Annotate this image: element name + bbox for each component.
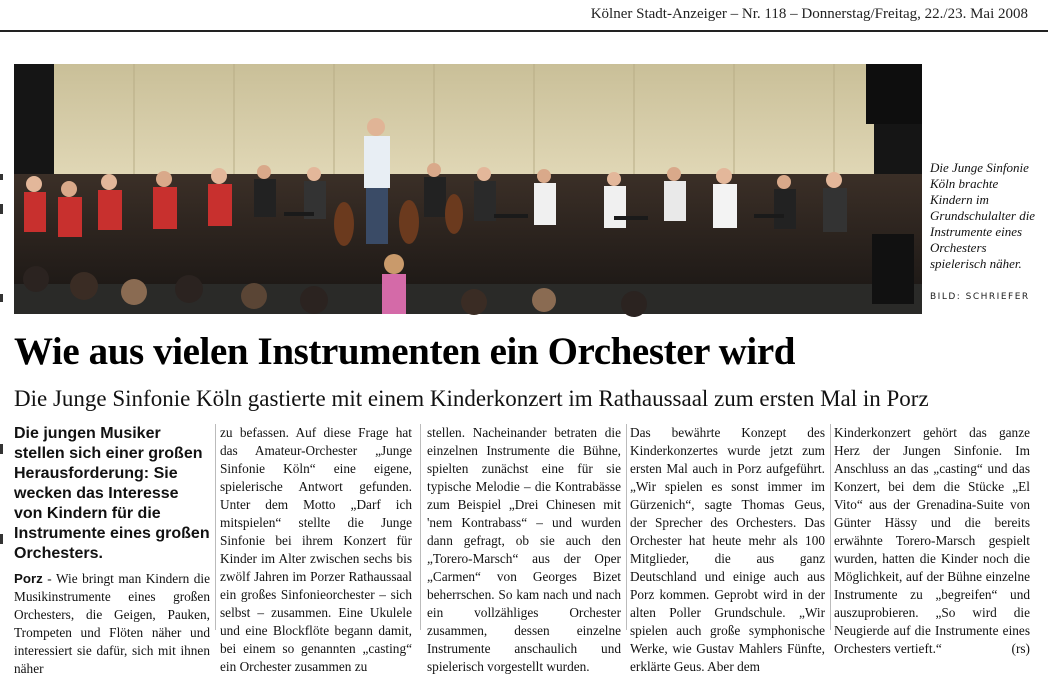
column-4-text: Das bewährte Konzept des Kinderkonzertes wurde jetzt zum ersten Mal auch in Porz aufgeführt. „Wir spielen es sonst immer im Gürzenich“, sagte Thomas Geus, der Sprecher des Orchesters. Das Orchester hat heute mehr als 100 Mitglieder, die aus ganz Deutschland und einige auch aus Porz kommen. Geprobt wird in der alten Poller Grundschule. „Wir spielen auch große symphonische Werke, wie Gustav Mahlers Fünfte, erklärte Geus. Aber dem: [630, 425, 825, 674]
column-3-text: stellen. Nacheinander betraten die einzelnen Instrumente die Bühne, spielten zunächst eine für sie typische Melodie – die Kontrabässe zum Beispiel „Drei Chinesen mit 'nem Kontrabass“ – und wurden dann gefragt, ob sie auch den „Torero-Marsch“ aus der Oper „Carmen“ von Georges Bizet beherrschen. So kam nach und nach ein vollzähliges Orchester zusammen, dessen einzelne Instrumente anschaulich und spielerisch vorgestellt wurden.: [427, 425, 621, 674]
author-signature: (rs): [1011, 641, 1030, 656]
masthead-line: Kölner Stadt-Anzeiger – Nr. 118 – Donnerstag/Freitag, 22./23. Mai 2008: [590, 6, 1028, 22]
subheadline: Die Junge Sinfonie Köln gastierte mit einem Kinderkonzert im Rathaussaal zum ersten Mal in Porz: [14, 386, 929, 411]
orchestra-photo: [14, 64, 922, 314]
article-column-1: [14, 424, 210, 676]
dateline: Porz: [14, 571, 43, 586]
article-column-5: [834, 424, 1030, 656]
column-divider: [420, 424, 421, 630]
photo-caption: Die Junge Sinfonie Köln brachte Kindern im Grundschulalter die Instrumente eines Orchesters spielerisch näher.: [930, 160, 1036, 271]
article-column-2: [220, 424, 412, 674]
photo-credit: BILD: SCHRIEFER: [930, 292, 1030, 302]
page-edge-strip: [0, 64, 8, 632]
column-5-body: Kinderkonzert gehört das ganze Herz der Jungen Sinfonie. Im Anschluss an das „casting“ und das Konzert, bei dem die Stücke „El Vito“ aus der Grenadina-Suite von Günter Hässy und die bereits erwähnte Torero-Marsch gespielt wurden, hatten die Kinder noch die Möglichkeit, auf der Bühne einzelne Instrumente zu „begreifen“ und auszuprobieren. „So wird die Neugierde auf die Instrumente eines Orchesters vertieft.“: [834, 425, 1030, 656]
column-1-body: - Wie bringt man Kindern die Musikinstrumente eines großen Orchesters, die Geigen, Pauken, Trompeten und Flöten näher und interessiert sie dafür, sich mit ihnen näher: [14, 571, 210, 676]
column-divider: [830, 424, 831, 630]
column-2-text: zu befassen. Auf diese Frage hat das Amateur-Orchester „Junge Sinfonie Köln“ eine eigene, spielerische Antwort gefunden. Unter dem Motto „Darf ich mitspielen“ stellte die Junge Sinfonie bei ihrem Konzert für Kinder im Alter zwischen sechs bis zwölf Jahren im Porzer Rathaussaal ein großes Sinfonieorchester – sich selbst – zusammen. Eine Ukulele und eine Blockflöte begann damit, bei einem so genannten „casting“ ein Orchester zusammen zu: [220, 425, 412, 674]
column-divider: [626, 424, 627, 630]
article-column-3: [427, 424, 621, 674]
masthead: [0, 0, 1048, 32]
column-5-text: [834, 424, 1030, 658]
column-divider: [215, 424, 216, 630]
article-column-4: [630, 424, 825, 674]
teaser: Die jungen Musiker stellen sich einer großen Herausforderung: Sie wecken das Interesse von Kindern für die Instrumente eines großen Orchesters.: [14, 425, 210, 562]
column-1-text: [14, 570, 210, 678]
headline: Wie aus vielen Instrumenten ein Orchester wird: [14, 330, 796, 373]
